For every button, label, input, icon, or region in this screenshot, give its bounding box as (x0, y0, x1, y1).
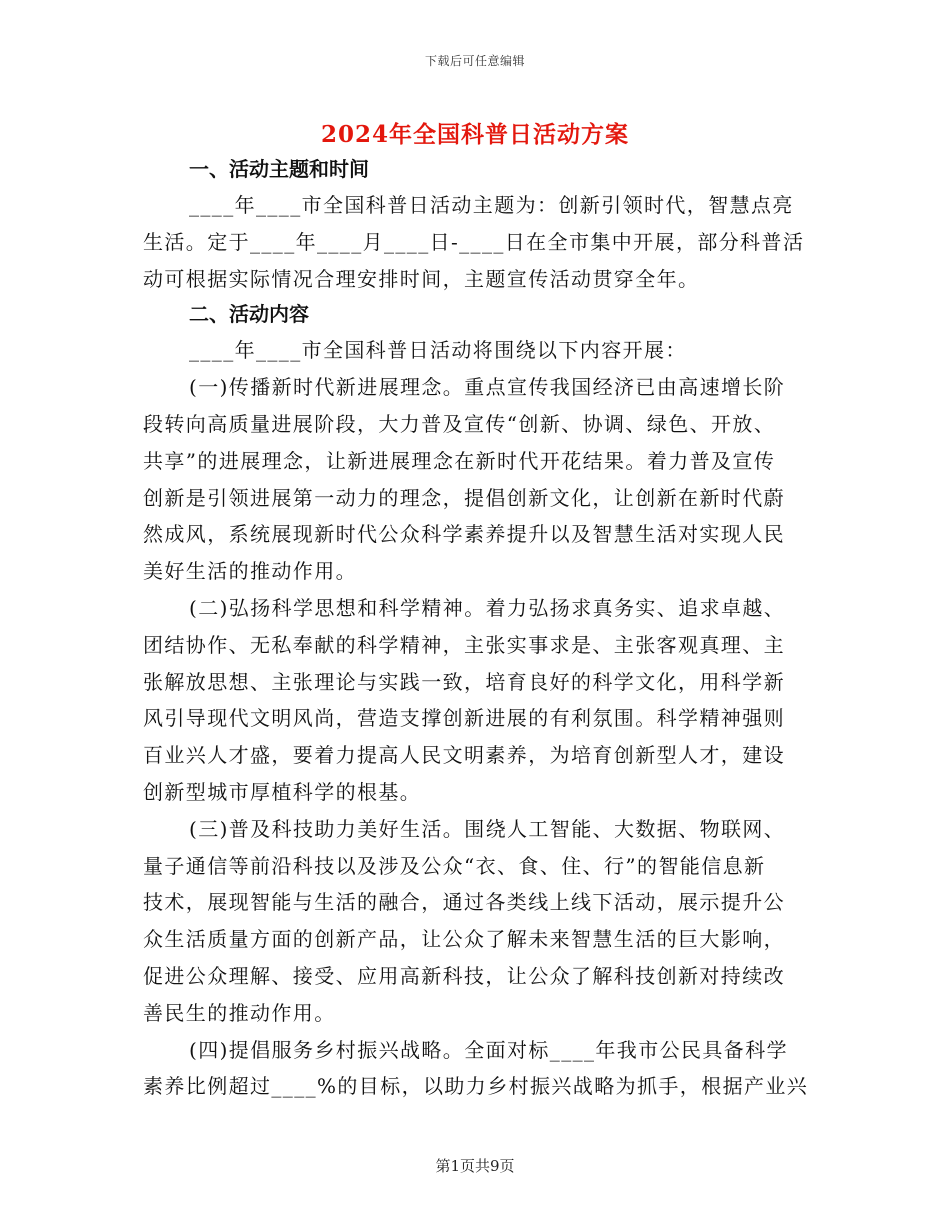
paragraph-line: 创新是引领进展第一动力的理念，提倡创新文化，让创新在新时代蔚 (143, 485, 785, 510)
paragraph-line: 善民生的推动作用。 (143, 1000, 336, 1025)
page-number-footer: 第1页共9页 (435, 1157, 515, 1175)
paragraph-theme-time (143, 187, 808, 297)
header-note: 下载后可任意编辑 (424, 54, 525, 68)
paragraph-item-2 (143, 590, 808, 811)
paragraph-line: (四)提倡服务乡村振兴战略。全面对标____年我市公民具备科学 (189, 1037, 789, 1062)
paragraph-line: 团结协作、无私奉献的科学精神，主张实事求是、主张客观真理、主 (143, 632, 785, 657)
paragraph-line: (一)传播新时代新进展理念。重点宣传我国经济已由高速增长阶 (189, 375, 786, 400)
paragraph-line: 百业兴人才盛，要着力提高人民文明素养，为培育创新型人才，建设 (143, 743, 785, 768)
paragraph-line: 促进公众理解、接受、应用高新科技，让公众了解科技创新对持续改 (143, 963, 785, 988)
paragraph-line: 段转向高质量进展阶段，大力普及宣传“创新、协调、绿色、开放、 (143, 411, 776, 436)
paragraph-item-4 (143, 1032, 808, 1106)
paragraph-line: ____年____市全国科普日活动主题为：创新引领时代，智慧点亮 (189, 193, 794, 217)
paragraph-line: 众生活质量方面的创新产品，让公众了解未来智慧生活的巨大影响， (143, 927, 785, 952)
paragraph-line: 风引导现代文明风尚，营造支撑创新进展的有利氛围。科学精神强则 (143, 706, 785, 731)
paragraph-line: 共享”的进展理念，让新进展理念在新时代开花结果。着力普及宣传 (143, 448, 776, 473)
section-heading-theme-time: 一、活动主题和时间 (189, 157, 369, 181)
paragraph-line: 生活。定于____年____月____日-____日在全市集中开展，部分科普活 (143, 229, 805, 254)
paragraph-item-1 (143, 369, 808, 590)
paragraph-line: 美好生活的推动作用。 (143, 559, 357, 584)
paragraph-line: 技术，展现智能与生活的融合，通过各类线上线下活动，展示提升公 (143, 890, 785, 915)
document-body (143, 152, 808, 1105)
paragraph-line: (二)弘扬科学思想和科学精神。着力弘扬求真务实、追求卓越、 (189, 595, 786, 620)
paragraph-line: 素养比例超过____%的目标，以助力乡村振兴战略为抓手，根据产业兴 (143, 1074, 809, 1099)
paragraph-line: 张解放思想、主张理论与实践一致，培育良好的科学文化，用科学新 (143, 669, 785, 694)
paragraph-line: (三)普及科技助力美好生活。围绕人工智能、大数据、物联网、 (189, 816, 786, 841)
paragraph-line: 创新型城市厚植科学的根基。 (143, 779, 422, 804)
paragraph-content-intro (143, 332, 808, 369)
section-heading-content: 二、活动内容 (189, 302, 309, 327)
paragraph-line: 量子通信等前沿科技以及涉及公众“衣、食、住、行”的智能信息新 (143, 853, 766, 878)
paragraph-line: 动可根据实际情况合理安排时间，主题宣传活动贯穿全年。 (143, 266, 700, 291)
paragraph-line: ____年____市全国科普日活动将围绕以下内容开展： (189, 338, 687, 363)
paragraph-item-3 (143, 811, 808, 1032)
paragraph-line: 然成风，系统展现新时代公众科学素养提升以及智慧生活对实现人民 (143, 522, 785, 547)
page-title: 2024年全国科普日活动方案 (320, 121, 629, 148)
